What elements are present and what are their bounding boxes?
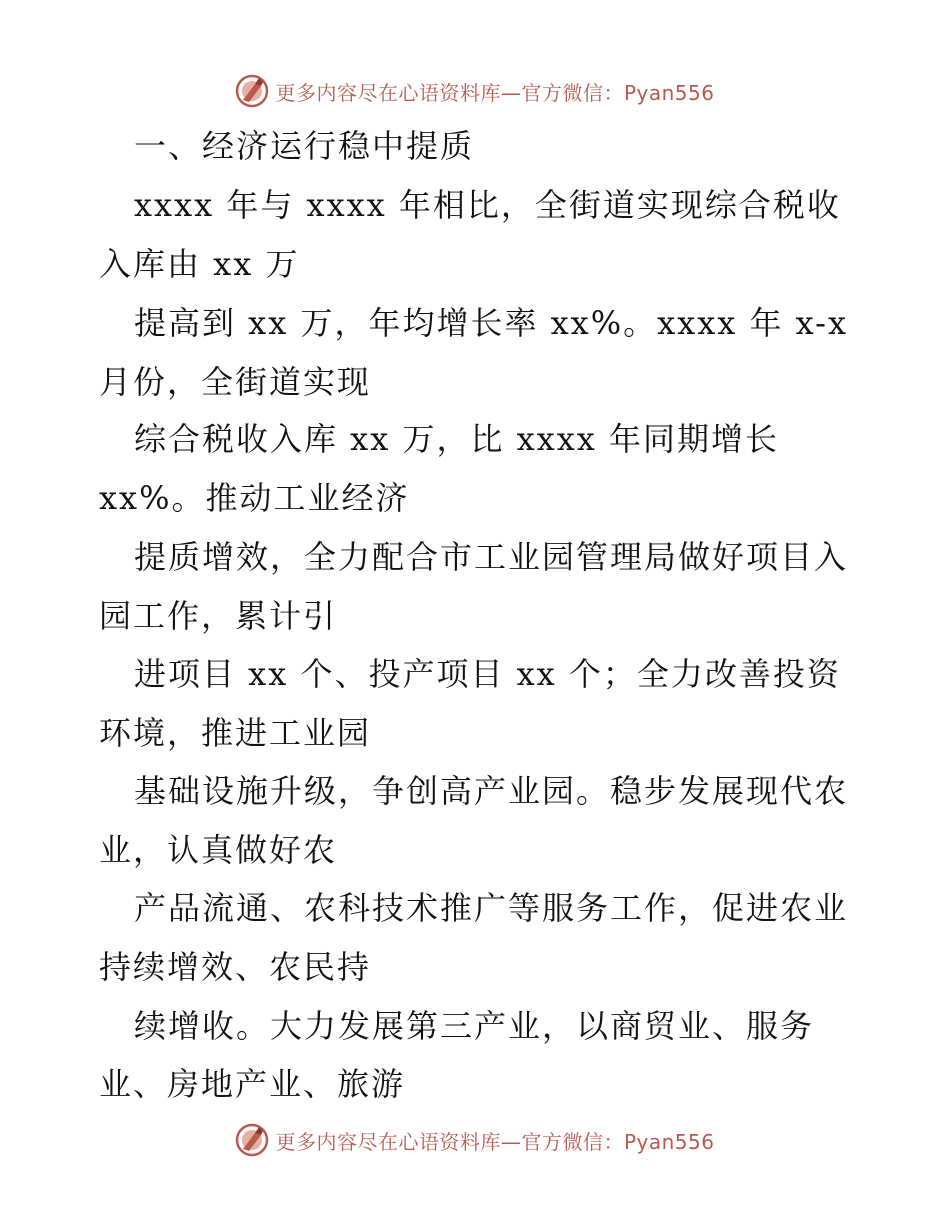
header-watermark: [0, 71, 950, 111]
paragraph-line: xx%。推动工业经济: [99, 479, 410, 517]
watermark-text: 更多内容尽在心语资料库—官方微信：Pyan556: [275, 80, 715, 105]
paragraph-line: 业，认真做好农: [99, 831, 338, 869]
section-heading: 一、经济运行稳中提质: [134, 127, 475, 165]
paragraph-line: 环境，推进工业园: [99, 714, 372, 752]
paragraph-line: 业、房地产业、旅游: [99, 1065, 406, 1103]
paragraph-line: 入库由 xx 万: [99, 245, 300, 283]
watermark-text: 更多内容尽在心语资料库—官方微信：Pyan556: [275, 1129, 715, 1154]
paragraph-line: 持续增效、农民持: [99, 948, 372, 986]
pen-nib-logo-icon: [235, 74, 269, 108]
paragraph-line: 月份，全街道实现: [99, 363, 372, 401]
paragraph-line: 提质增效，全力配合市工业园管理局做好项目入: [134, 538, 849, 576]
footer-watermark: [0, 1120, 950, 1160]
paragraph-line: 产品流通、农科技术推广等服务工作，促进农业: [134, 889, 849, 927]
paragraph-line: xxxx 年与 xxxx 年相比，全街道实现综合税收: [134, 186, 841, 224]
paragraph-line: 提高到 xx 万，年均增长率 xx%。xxxx 年 x-x: [134, 304, 848, 342]
pen-nib-logo-icon: [235, 1123, 269, 1157]
paragraph-line: 基础设施升级，争创高产业园。稳步发展现代农: [134, 772, 849, 810]
paragraph-line: 园工作，累计引: [99, 597, 338, 635]
paragraph-line: 续增收。大力发展第三产业，以商贸业、服务: [134, 1007, 815, 1045]
paragraph-line: 综合税收入库 xx 万，比 xxxx 年同期增长: [134, 420, 779, 458]
paragraph-line: 进项目 xx 个、投产项目 xx 个；全力改善投资: [134, 655, 841, 693]
